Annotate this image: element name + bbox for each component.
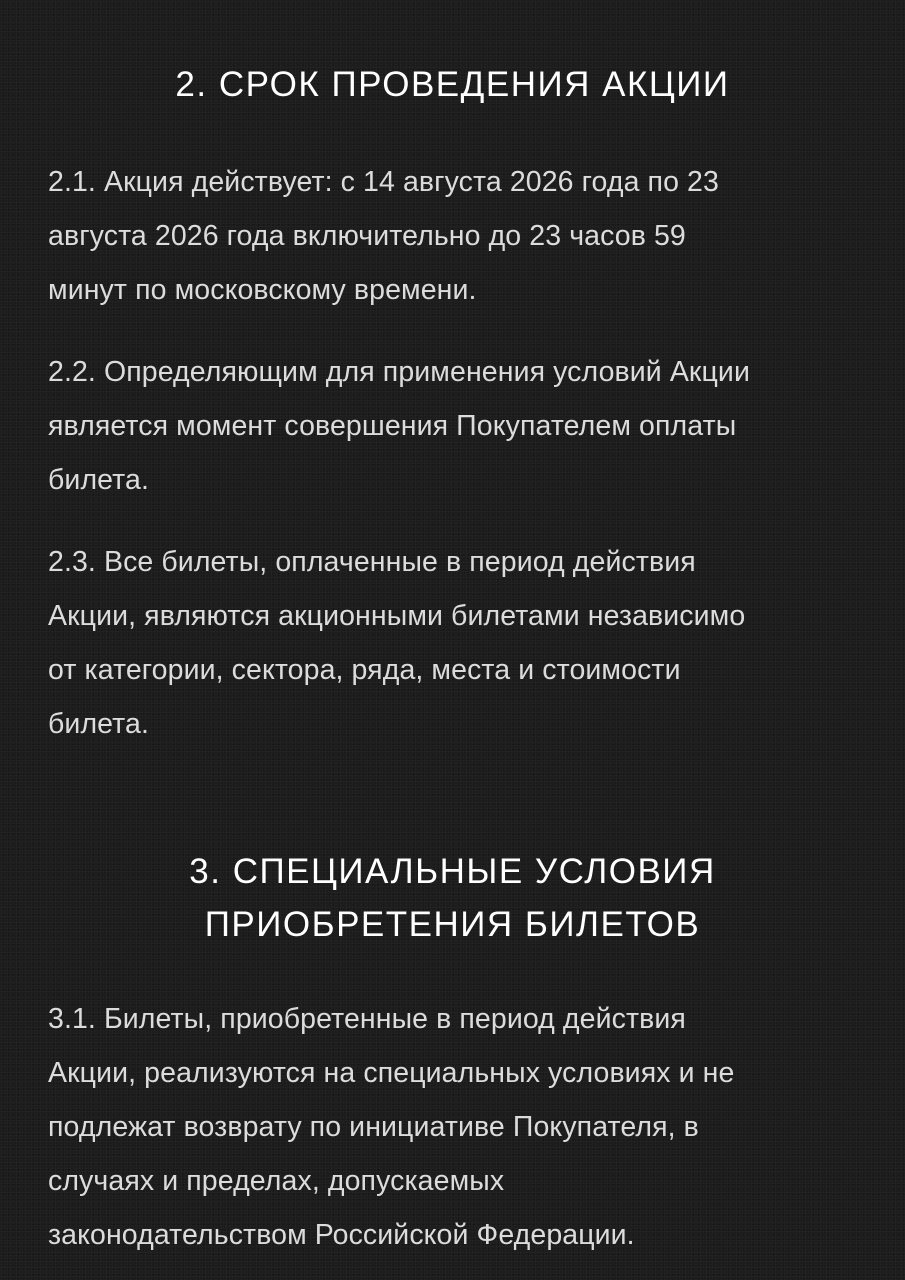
clause-2-3: [48, 535, 873, 751]
clause-line: случаях и пределах, допускаемых: [48, 1165, 505, 1197]
clause-2-1: [48, 155, 873, 317]
section-2-heading: [0, 58, 905, 111]
clause-line: минут по московскому времени.: [48, 274, 477, 306]
section-3-heading-line: ПРИОБРЕТЕНИЯ БИЛЕТОВ: [204, 905, 701, 944]
clause-3-1: [48, 992, 873, 1262]
clause-line: законодательством Российской Федерации.: [48, 1219, 635, 1251]
clause-line: 2.1. Акция действует: с 14 августа 2026 года по 23: [48, 166, 719, 198]
section-3-heading: [0, 845, 905, 951]
clause-line: 3.1. Билеты, приобретенные в период действия: [48, 1003, 686, 1035]
clause-line: 2.2. Определяющим для применения условий Акции: [48, 356, 750, 388]
clause-line: билета.: [48, 708, 149, 740]
section-3-heading-line: 3. СПЕЦИАЛЬНЫЕ УСЛОВИЯ: [189, 852, 716, 891]
clause-line: подлежат возврату по инициативе Покупателя, в: [48, 1111, 699, 1143]
clause-line: августа 2026 года включительно до 23 часов 59: [48, 220, 686, 252]
clause-line: 2.3. Все билеты, оплаченные в период действия: [48, 546, 696, 578]
clause-line: Акции, реализуются на специальных условиях и не: [48, 1057, 735, 1089]
clause-line: Акции, являются акционными билетами независимо: [48, 600, 746, 632]
clause-line: от категории, сектора, ряда, места и стоимости: [48, 654, 681, 686]
clause-2-2: [48, 345, 873, 507]
clause-line: билета.: [48, 464, 149, 496]
section-2-heading-text: 2. СРОК ПРОВЕДЕНИЯ АКЦИИ: [175, 65, 730, 104]
clause-line: является момент совершения Покупателем оплаты: [48, 410, 737, 442]
